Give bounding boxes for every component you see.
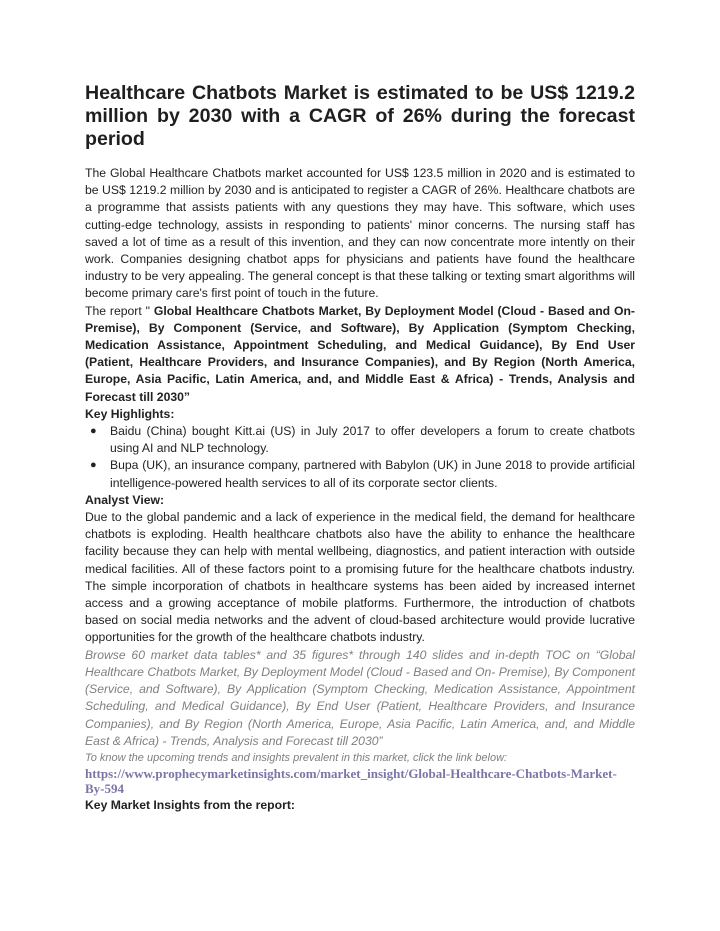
list-item bbox=[85, 457, 635, 491]
bullet-icon: ● bbox=[90, 425, 97, 438]
report-prefix: The report " bbox=[85, 303, 154, 318]
know-more-text: To know the upcoming trends and insights prevalent in this market, click the link below: bbox=[85, 751, 508, 764]
intro-paragraph: The Global Healthcare Chatbots market accounted for US$ 123.5 million in 2020 and is estimated to be US$ 1219.2 million by 2030 and is anticipated to register a CAGR of 26%. Healthcare chatbots are a programme that assists patients with any questions they may have. This software, which uses cutting-edge technology, assists in responding to patients' minor concerns. The nursing staff has saved a lot of time as a result of this invention, and they can now concentrate more intently on their work. Companies designing chatbot apps for physicians and patients have found the healthcare industry to be very appealing. The general concept is that these talking or texting smart algorithms will become primary care's first point of touch in the future. bbox=[85, 166, 635, 301]
report-title: Global Healthcare Chatbots Market, By Deployment Model (Cloud - Based and On-Premise), By Component (Service, and Software), By Application (Symptom Checking, Medication Assistance, Appointment Scheduling, and Medical Guidance), By End User (Patient, Healthcare Providers, and Insurance Companies), and By Region (North America, Europe, Asia Pacific, Latin America, and, and Middle East & Africa) - Trends, Analysis and Forecast till 2030” bbox=[85, 303, 635, 404]
analyst-heading: Analyst View: bbox=[85, 492, 165, 507]
highlight-text: Baidu (China) bought Kitt.ai (US) in July 2017 to offer developers a forum to create chatbots using AI and NLP technology. bbox=[110, 424, 635, 456]
document-page bbox=[85, 82, 635, 814]
report-link[interactable]: https://www.prophecymarketinsights.com/market_insight/Global-Healthcare-Chatbots-Market-By-594 bbox=[85, 765, 617, 797]
list-item bbox=[85, 423, 635, 457]
bullet-icon: ● bbox=[90, 459, 97, 472]
browse-paragraph: Browse 60 market data tables* and 35 figures* through 140 slides and in-depth TOC on “Global Healthcare Chatbots Market, By Deployment Model (Cloud - Based and On- Premise), By Component (Service, and Software), By Application (Symptom Checking, Medication Assistance, Appointment Scheduling, and Medical Guidance), By End User (Patient, Healthcare Providers, and Insurance Companies), and By Region (North America, Europe, Asia Pacific, Latin America, and, and Middle East & Africa) - Trends, Analysis and Forecast till 2030” bbox=[85, 647, 635, 748]
highlight-text: Bupa (UK), an insurance company, partnered with Babylon (UK) in June 2018 to provide artificial intelligence-powered health services to all of its corporate sector clients. bbox=[110, 458, 635, 490]
document-title: Healthcare Chatbots Market is estimated to be US$ 1219.2 million by 2030 with a CAGR of 26% during the forecast period bbox=[85, 82, 635, 150]
report-paragraph bbox=[85, 303, 635, 406]
analyst-paragraph: Due to the global pandemic and a lack of experience in the medical field, the demand for healthcare chatbots is exploding. Health healthcare chatbots also have the ability to enhance the healthcare facility because they can help with mental wellbeing, diagnostics, and patient interaction with outside medical facilities. All of these factors point to a promising future for the healthcare chatbots industry. The simple incorporation of chatbots in healthcare systems has been aided by increased internet access and a growing acceptance of mobile platforms. Furthermore, the introduction of chatbots based on social media networks and the advent of cloud-based architecture would provide lucrative opportunities for the growth of the healthcare chatbots industry. bbox=[85, 510, 635, 645]
key-highlights-heading: Key Highlights: bbox=[85, 406, 175, 421]
key-insights-heading: Key Market Insights from the report: bbox=[85, 797, 295, 812]
highlights-list bbox=[85, 423, 635, 492]
